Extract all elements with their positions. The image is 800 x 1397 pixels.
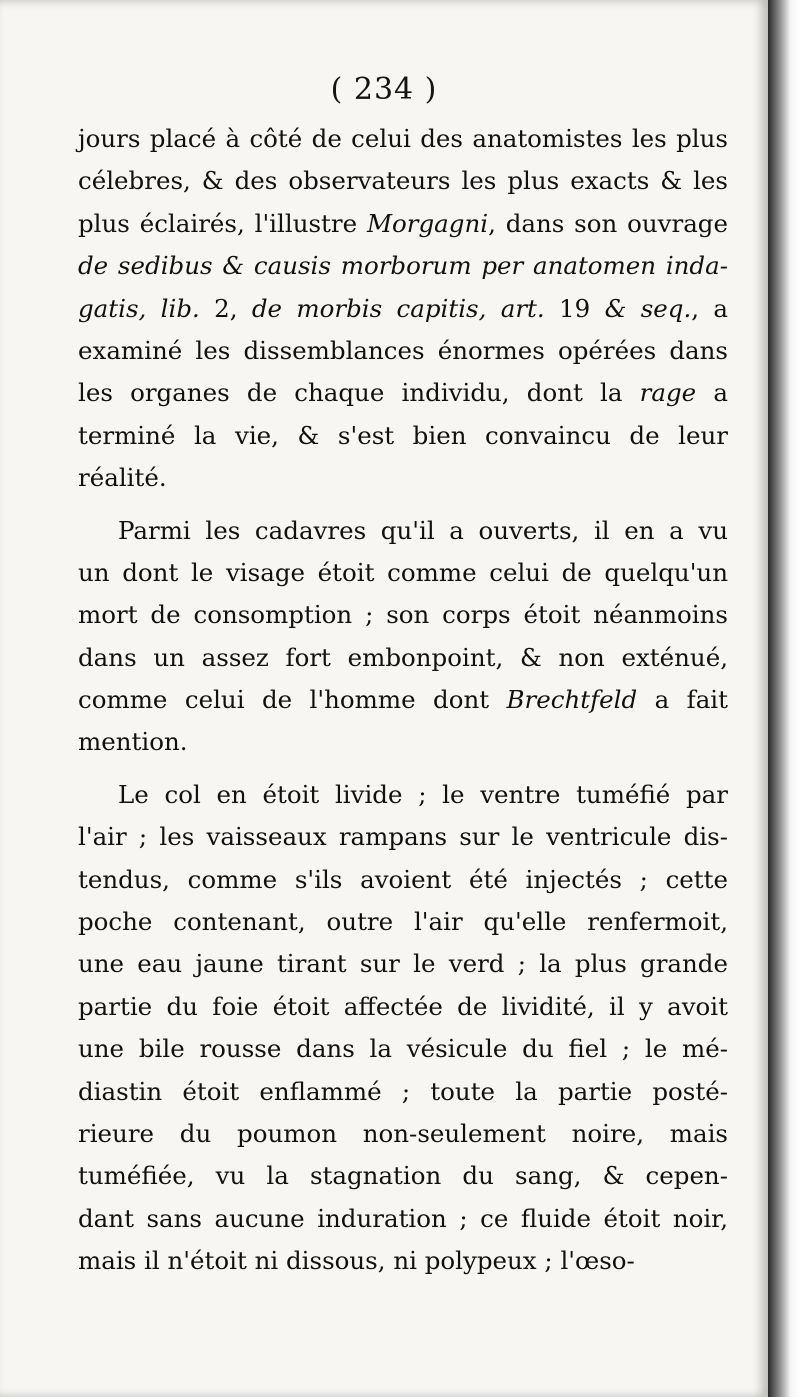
text-line xyxy=(78,245,728,287)
text-segment: rieure du poumon non-seulement noire, mais xyxy=(78,1118,728,1148)
text-line xyxy=(78,1071,728,1113)
text-line xyxy=(78,1198,728,1240)
text-segment: a fait xyxy=(637,685,728,715)
text-segment: , a xyxy=(691,293,728,323)
text-segment: jours placé à côté de celui des anatomistes les plus xyxy=(78,124,728,153)
italic-segment: & seq. xyxy=(604,293,692,323)
text-segment: 19 xyxy=(544,293,605,323)
text-segment: un dont le visage étoit comme celui de quelqu'un xyxy=(78,557,728,587)
paragraph xyxy=(78,510,728,764)
text-line xyxy=(78,816,728,858)
text-segment: les organes de chaque individu, dont la xyxy=(78,378,640,408)
paragraph xyxy=(78,118,728,500)
text-segment: 2, xyxy=(214,293,252,323)
italic-segment: rage xyxy=(639,378,697,408)
text-segment: mort de consomption ; son corps étoit néanmoins xyxy=(78,600,728,630)
text-line xyxy=(78,118,728,160)
italic-segment: de morbis capitis, art. xyxy=(251,293,545,323)
text-segment: diastin étoit enflammé ; toute la partie posté- xyxy=(78,1076,728,1106)
text-line xyxy=(78,203,728,245)
text-segment: dans un assez fort embonpoint, & non exténué, xyxy=(78,642,728,672)
text-line xyxy=(78,1155,728,1197)
text-line xyxy=(78,1113,728,1155)
body-text xyxy=(78,118,728,1283)
text-line xyxy=(78,552,728,594)
text-line xyxy=(78,859,728,901)
text-segment: terminé la vie, & s'est bien convaincu de leur xyxy=(78,420,728,450)
text-segment: plus éclairés, l'illustre xyxy=(78,208,367,238)
text-segment: mention. xyxy=(78,727,188,757)
paragraph-gap xyxy=(78,764,728,774)
text-segment: tuméfiée, vu la stagnation du sang, & cepen- xyxy=(78,1161,728,1191)
text-segment: mais il n'étoit ni dissous, ni polypeux ; l'œso- xyxy=(78,1246,635,1276)
text-segment: réalité. xyxy=(78,463,167,493)
italic-segment: gatis, lib. xyxy=(78,293,215,323)
text-line xyxy=(78,510,728,552)
text-line xyxy=(78,330,728,372)
page-edge xyxy=(768,0,800,1397)
text-line xyxy=(78,637,728,679)
text-segment: une eau jaune tirant sur le verd ; la plus grande xyxy=(78,949,728,979)
text-line xyxy=(78,721,728,763)
paragraph-gap xyxy=(78,500,728,510)
page-number: ( 234 ) xyxy=(330,72,438,107)
text-segment: poche contenant, outre l'air qu'elle renfermoit, xyxy=(78,907,728,937)
text-segment: Parmi les cadavres qu'il a ouverts, il en a vu xyxy=(118,515,728,545)
text-segment: partie du foie étoit affectée de lividité, il y avoit xyxy=(78,991,728,1021)
text-segment: dant sans aucune induration ; ce fluide étoit noir, xyxy=(78,1203,728,1233)
text-line xyxy=(78,288,728,330)
text-line xyxy=(78,1240,728,1282)
text-segment: comme celui de l'homme dont xyxy=(78,685,507,715)
text-line xyxy=(78,986,728,1028)
text-line xyxy=(78,415,728,457)
text-line xyxy=(78,943,728,985)
text-line xyxy=(78,160,728,202)
italic-segment: Brechtfeld xyxy=(506,685,638,715)
text-line xyxy=(78,679,728,721)
italic-segment: de sedibus & causis morborum per anatomen inda- xyxy=(78,251,728,281)
text-segment: , dans son ouvrage xyxy=(488,208,728,238)
text-segment: l'air ; les vaisseaux rampans sur le ventricule dis- xyxy=(78,822,728,852)
text-segment: tendus, comme s'ils avoient été injectés ; cette xyxy=(78,864,728,894)
text-segment: examiné les dissemblances énormes opérées dans xyxy=(78,335,728,365)
text-segment: a xyxy=(696,378,728,408)
paragraph xyxy=(78,774,728,1283)
text-segment: Le col en étoit livide ; le ventre tuméfié par xyxy=(118,779,728,809)
text-line xyxy=(78,774,728,816)
italic-segment: Morgagni xyxy=(366,208,489,238)
text-segment: une bile rousse dans la vésicule du fiel ; le mé- xyxy=(78,1034,728,1064)
text-segment: célebres, & des observateurs les plus exacts & les xyxy=(78,166,728,196)
text-line xyxy=(78,372,728,414)
text-line xyxy=(78,457,728,499)
text-line xyxy=(78,1028,728,1070)
text-line xyxy=(78,901,728,943)
text-line xyxy=(78,594,728,636)
